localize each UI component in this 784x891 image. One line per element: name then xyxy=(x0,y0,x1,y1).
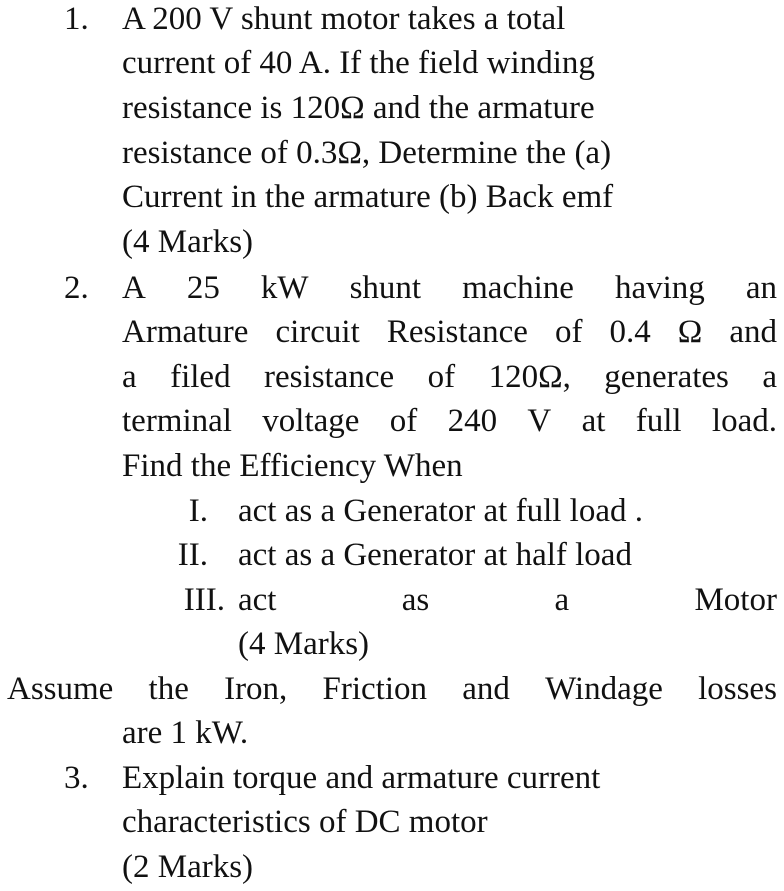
q2-note-line-1 xyxy=(7,667,777,711)
q3-number: 3. xyxy=(64,760,89,796)
q1-line-5: Current in the armature (b) Back emf xyxy=(122,179,614,215)
word: losses xyxy=(698,671,777,707)
word: kW xyxy=(260,270,309,306)
word: as xyxy=(401,582,430,618)
q2-note-line-2: are 1 kW. xyxy=(122,715,249,751)
word: a xyxy=(554,582,570,618)
word: the xyxy=(148,671,189,707)
q1-line-3: resistance is 120Ω and the armature xyxy=(122,90,595,126)
q2-sub-2-text: act as a Generator at half load xyxy=(238,537,632,573)
q2-number: 2. xyxy=(64,270,89,306)
word: a xyxy=(762,359,777,395)
word: and xyxy=(729,314,777,350)
word: at xyxy=(581,403,606,439)
word: Friction xyxy=(322,671,428,707)
q3-marks: (2 Marks) xyxy=(122,849,254,885)
word: terminal xyxy=(122,403,232,439)
word: of xyxy=(389,403,418,439)
q2-sub-3-text xyxy=(238,578,777,622)
word: filed xyxy=(170,359,231,395)
q2-sub-1-numeral: I. xyxy=(188,493,208,529)
word: act xyxy=(238,582,277,618)
q3-line-1: Explain torque and armature current xyxy=(122,760,601,796)
word: machine xyxy=(462,270,574,306)
word: Ω xyxy=(677,314,703,350)
word: Windage xyxy=(545,671,663,707)
word: generates xyxy=(604,359,729,395)
word: a xyxy=(122,359,137,395)
q2-line-1 xyxy=(122,266,777,310)
word: 0.4 xyxy=(609,314,651,350)
word: A xyxy=(122,270,146,306)
q2-sub-3-numeral: III. xyxy=(183,582,225,618)
word: of xyxy=(554,314,583,350)
word: Assume xyxy=(7,671,114,707)
word: an xyxy=(745,270,777,306)
word: of xyxy=(427,359,456,395)
q3-line-2: characteristics of DC motor xyxy=(122,804,488,840)
q2-line-2 xyxy=(122,310,777,354)
word: 25 xyxy=(186,270,220,306)
word: Motor xyxy=(694,582,777,618)
word: and xyxy=(462,671,510,707)
q1-line-2: current of 40 A. If the field winding xyxy=(122,45,595,81)
word: V xyxy=(527,403,552,439)
q1-number: 1. xyxy=(64,1,89,37)
q2-sub-1-text: act as a Generator at full load . xyxy=(238,493,643,529)
q1-marks: (4 Marks) xyxy=(122,224,254,260)
q2-sub-marks: (4 Marks) xyxy=(238,626,370,662)
word: 120Ω, xyxy=(488,359,571,395)
word: Iron, xyxy=(224,671,288,707)
word: voltage xyxy=(262,403,360,439)
word: full xyxy=(635,403,682,439)
q2-sub-2-numeral: II. xyxy=(177,537,208,573)
q2-line-4 xyxy=(122,399,777,443)
word: Armature xyxy=(122,314,249,350)
q1-line-4: resistance of 0.3Ω, Determine the (a) xyxy=(122,135,612,171)
word: circuit xyxy=(275,314,360,350)
q2-line-5: Find the Efficiency When xyxy=(122,448,463,484)
word: Resistance xyxy=(386,314,528,350)
word: having xyxy=(614,270,705,306)
word: load. xyxy=(711,403,777,439)
word: shunt xyxy=(349,270,422,306)
word: resistance xyxy=(264,359,395,395)
q1-line-1: A 200 V shunt motor takes a total xyxy=(122,1,566,37)
q2-line-3 xyxy=(122,355,777,399)
word: 240 xyxy=(447,403,498,439)
